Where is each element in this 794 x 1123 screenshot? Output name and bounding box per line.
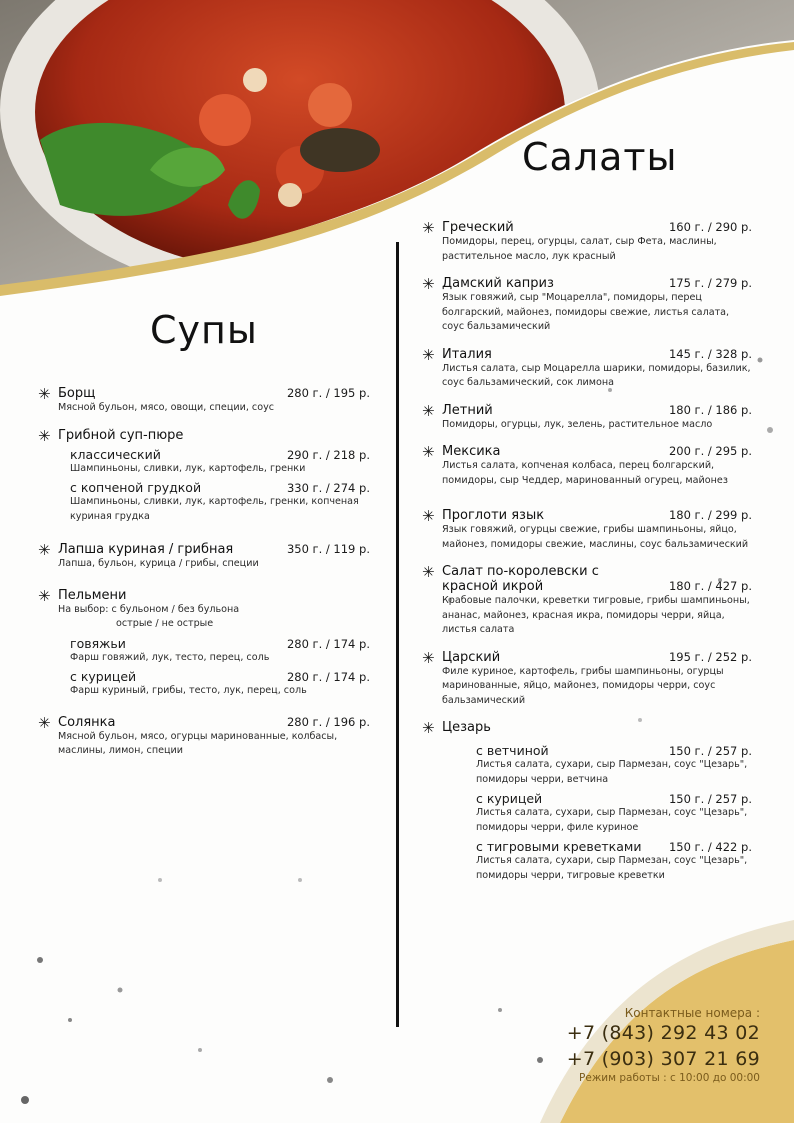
menu-item-pelmeni: ✳ Пельмени На выбор: с бульоном / без бульона острые / не острые говяжьи 280 г. / 174 р. Фарш говяжий, лук, тесто, перец, соль с курицей 280 г. / 174 р. Фарш куриный, грибы, тесто, лук, перец, соль <box>38 588 370 699</box>
variant-ham: с ветчиной 150 г. / 257 р. Листья салата, сухари, сыр Пармезан, соус "Цезарь", помидоры черри, ветчина <box>476 743 752 785</box>
snowflake-icon: ✳ <box>422 719 435 737</box>
snowflake-icon: ✳ <box>38 385 51 403</box>
variant-classic: классический 290 г. / 218 р. Шампиньоны, сливки, лук, картофель, гренки <box>70 446 370 474</box>
snowflake-icon: ✳ <box>38 426 51 445</box>
variant-beef: говяжьи 280 г. / 174 р. Фарш говяжий, лук, тесто, перец, соль <box>70 635 370 663</box>
menu-item-solyanka: ✳ Солянка 280 г. / 196 р. Мясной бульон, мясо, огурцы маринованные, колбасы, маслины, лимон, специи <box>38 713 370 756</box>
phone-1[interactable]: +7 (843) 292 43 02 <box>566 1022 760 1044</box>
snowflake-icon: ✳ <box>422 563 435 581</box>
menu-item-caesar: ✳ Цезарь с ветчиной 150 г. / 257 р. Листья салата, сухари, сыр Пармезан, соус "Цезарь", помидоры черри, ветчина с курицей 150 г. / 257 р. Листья салата, сухари, сыр Пармезан, соус "Цезарь", помидоры черри, филе куриное с тигровыми креветками 150 г. / 422 р. Листья салата, сухари, сыр Пармезан, соус "Цезарь", помидоры черри, тигровые креветки <box>422 720 752 883</box>
variant-smoked-breast: с копченой грудкой 330 г. / 274 р. Шампиньоны, сливки, лук, картофель, гренки, копченая куриная грудка <box>70 480 370 522</box>
snowflake-icon: ✳ <box>38 713 51 732</box>
snowflake-icon: ✳ <box>422 401 435 420</box>
snowflake-icon: ✳ <box>422 443 435 461</box>
snowflake-icon: ✳ <box>422 219 435 237</box>
menu-item-borsch: ✳ Борщ 280 г. / 195 р. Мясной бульон, мясо, овощи, специи, соус <box>38 385 370 413</box>
soups-column <box>38 386 370 771</box>
menu-item-ladies-caprice: ✳ Дамский каприз 175 г. / 279 р. Язык говяжий, сыр "Моцарелла", помидоры, перец болгарский, майонез, помидоры свежие, листья салата, соус бальзамический <box>422 275 752 332</box>
menu-item-greek: ✳ Греческий 160 г. / 290 р. Помидоры, перец, огурцы, салат, сыр Фета, маслины, растительное масло, лук красный <box>422 219 752 262</box>
snowflake-icon: ✳ <box>422 275 435 293</box>
snowflake-icon: ✳ <box>38 586 51 605</box>
contacts-block: Контактные номера : +7 (843) 292 43 02 +7 (903) 307 21 69 Режим работы : с 10:00 до 00:00 <box>566 1006 760 1084</box>
salads-column <box>422 220 752 895</box>
phone-2[interactable]: +7 (903) 307 21 69 <box>566 1048 760 1070</box>
variant-prawns: с тигровыми креветками 150 г. / 422 р. Листья салата, сухари, сыр Пармезан, соус "Цезарь", помидоры черри, тигровые креветки <box>476 839 752 881</box>
variant-chicken-caesar: с курицей 150 г. / 257 р. Листья салата, сухари, сыр Пармезан, соус "Цезарь", помидоры черри, филе куриное <box>476 791 752 833</box>
menu-item-summer: ✳ Летний 180 г. / 186 р. Помидоры, огурцы, лук, зелень, растительное масло <box>422 401 752 430</box>
menu-item-tsarsky: ✳ Царский 195 г. / 252 р. Филе куриное, картофель, грибы шампиньоны, огурцы маринованные, яйцо, майонез, помидоры черри, соус бальзамический <box>422 648 752 706</box>
column-divider <box>396 242 399 1027</box>
snowflake-icon: ✳ <box>38 541 51 559</box>
soups-title: Супы <box>150 308 258 352</box>
menu-item-mushroom-soup: ✳ Грибной суп-пюре классический 290 г. / 218 р. Шампиньоны, сливки, лук, картофель, гренки с копченой грудкой 330 г. / 274 р. Шампиньоны, сливки, лук, картофель, гренки, копченая куриная грудка <box>38 428 370 525</box>
menu-item-royal-salad: ✳ Салат по-королевски с красной икрой 180 г. / 427 р. Крабовые палочки, креветки тигровые, грибы шампиньоны, ананас, майонез, красная икра, помидоры черри, яйца, листья салата <box>422 563 752 635</box>
menu-item-italia: ✳ Италия 145 г. / 328 р. Листья салата, сыр Моцарелла шарики, помидоры, базилик, соус бальзамический, сок лимона <box>422 345 752 388</box>
snowflake-icon: ✳ <box>422 648 435 667</box>
salads-title: Салаты <box>522 135 678 179</box>
snowflake-icon: ✳ <box>422 345 435 364</box>
menu-item-tongue: ✳ Проглоти язык 180 г. / 299 р. Язык говяжий, огурцы свежие, грибы шампиньоны, яйцо, майонез, помидоры свежие, маслины, соус бальзамический <box>422 507 752 550</box>
variant-chicken: с курицей 280 г. / 174 р. Фарш куриный, грибы, тесто, лук, перец, соль <box>70 669 370 696</box>
menu-item-mexica: ✳ Мексика 200 г. / 295 р. Листья салата, копченая колбаса, перец болгарский, помидоры, сыр Чеддер, маринованный огурец, майонез <box>422 443 752 486</box>
snowflake-icon: ✳ <box>422 507 435 525</box>
menu-item-noodles: ✳ Лапша куриная / грибная 350 г. / 119 р. Лапша, бульон, курица / грибы, специи <box>38 541 370 569</box>
